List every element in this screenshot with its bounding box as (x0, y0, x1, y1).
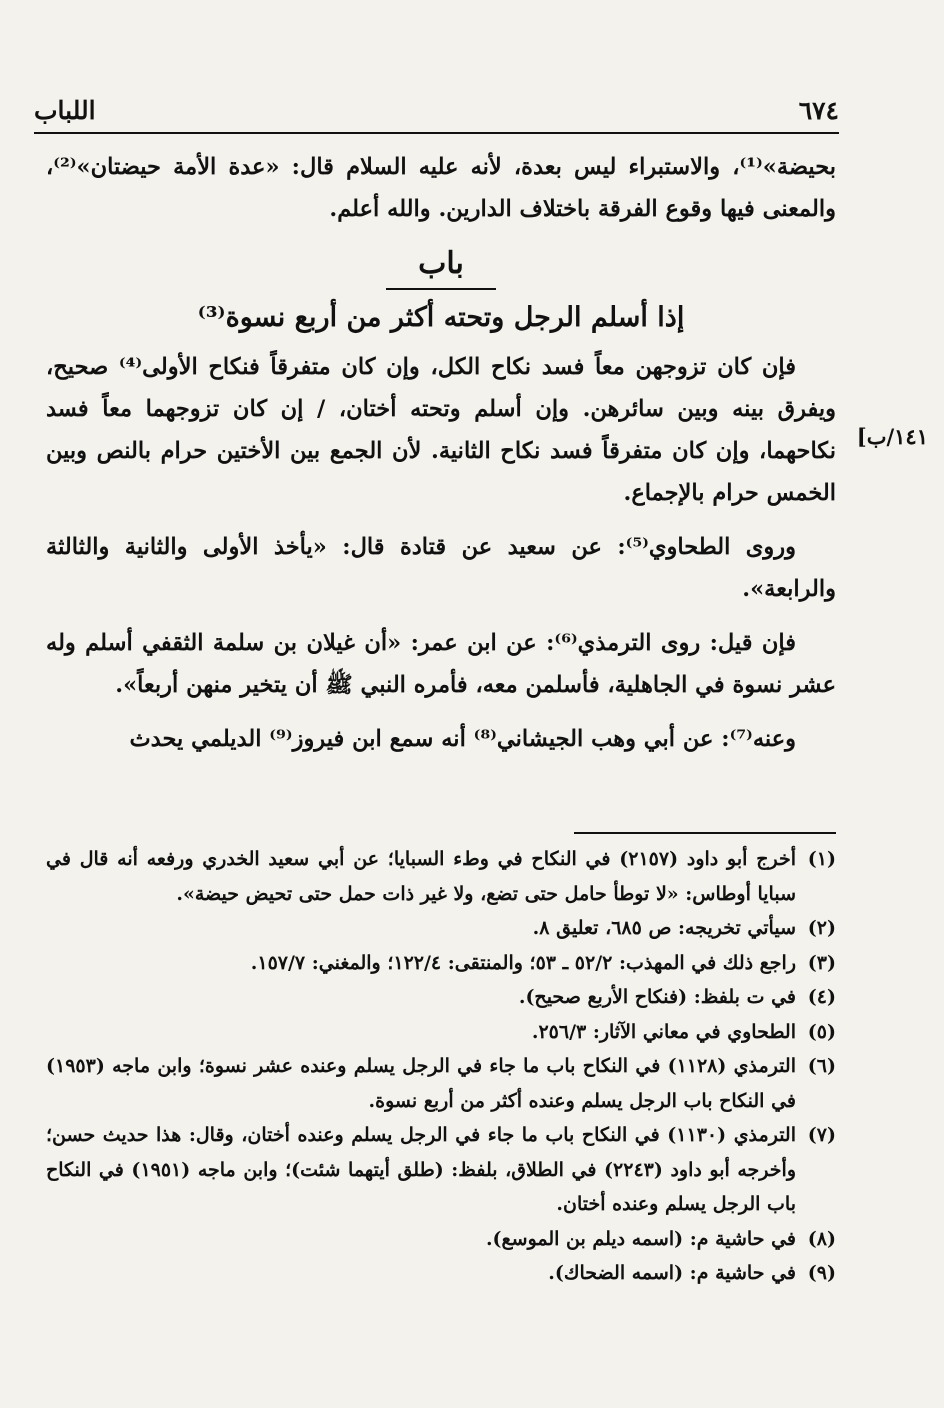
footnote-separator (574, 832, 836, 834)
footnote-number: (٥) (807, 1020, 836, 1043)
footnote-item (46, 1222, 836, 1257)
chapter-title: إذا أسلم الرجل وتحته أكثر من أربع نسوة⁽³⁾ (197, 302, 685, 333)
footnote-item (46, 911, 836, 946)
footnote-item (46, 1118, 836, 1222)
footnote-number: (٦) (807, 1055, 836, 1077)
footnote-item (46, 842, 836, 911)
paragraph-5: وعنه⁽⁷⁾: عن أبي وهب الجيشاني⁽⁸⁾ أنه سمع ابن فيروز⁽⁹⁾ الديلمي يحدث (129, 726, 796, 752)
footnote-text: الترمذي (١١٣٠) في النكاح باب ما جاء في الرجل يسلم وعنده أختان، وقال: هذا حديث حسن؛ وأخرجه أبو داود (٢٢٤٣) في الطلاق، بلفظ: (طلق أيتهما شئت)؛ وابن ماجه (١٩٥١) في النكاح باب الرجل يسلم وعنده أختان. (46, 1124, 796, 1215)
footnote-item (46, 946, 836, 981)
footnote-text: الطحاوي في معاني الآثار: ٢٥٦/٣. (531, 1020, 796, 1043)
footnote-number: (٧) (807, 1124, 836, 1146)
footnote-item (46, 1256, 836, 1291)
section-heading: باب (418, 246, 464, 281)
page-number: ٦٧٤ (798, 96, 839, 125)
paragraph-3: وروى الطحاوي⁽⁵⁾: عن سعيد عن قتادة قال: «يأخذ الأولى والثانية والثالثة والرابعة». (46, 534, 836, 602)
footnote-text: راجع ذلك في المهذب: ٥٢/٢ ـ ٥٣؛ والمنتقى: ١٢٢/٤؛ والمغني: ١٥٧/٧. (250, 951, 796, 974)
margin-folio-reference: ١٤١/ب] (856, 424, 928, 449)
footnote-text: أخرج أبو داود (٢١٥٧) في النكاح في وطء السبايا؛ عن أبي سعيد الخدري ورفعه أنه قال في سبايا أوطاس: «لا توطأ حامل حتى تضع، ولا غير ذات حمل حتى تحيض حيضة». (46, 848, 796, 905)
footnote-number: (٢) (807, 917, 836, 939)
footnote-text: سيأتي تخريجه: ص ٦٨٥، تعليق ٨. (532, 917, 796, 939)
footnote-number: (٩) (807, 1262, 836, 1284)
paragraph-4: فإن قيل: روى الترمذي⁽⁶⁾: عن ابن عمر: «أن غيلان بن سلمة الثقفي أسلم وله عشر نسوة في الجاهلية، فأسلمن معه، فأمره النبي ﷺ أن يتخير منهن أربعاً». (46, 630, 836, 698)
footnote-number: (١) (807, 848, 836, 870)
footnote-item (46, 1049, 836, 1118)
footnote-item (46, 980, 836, 1015)
heading-underline (386, 288, 496, 290)
footnotes (46, 842, 836, 1291)
footnote-text: في ت بلفظ: (فنكاح الأربع صحيح). (518, 986, 796, 1008)
main-text (46, 146, 836, 772)
footnote-text: في حاشية م: (اسمه ديلم بن الموسع). (485, 1227, 796, 1250)
footnote-item (46, 1015, 836, 1050)
running-title: اللباب (34, 96, 96, 125)
paragraph-2: فإن كان تزوجهن معاً فسد نكاح الكل، وإن كان متفرقاً فنكاح الأولى⁽⁴⁾ صحيح، ويفرق بينه وبين سائرهن. وإن أسلم وتحته أختان، / إن كان تزوجهما معاً فسد نكاحهما، وإن كان متفرقاً فسد نكاح الثانية. لأن الجمع بين الأختين حرام بالنص وبين الخمس حرام بالإجماع. (46, 354, 836, 506)
footnote-text: الترمذي (١١٢٨) في النكاح باب ما جاء في الرجل يسلم وعنده عشر نسوة؛ وابن ماجه (١٩٥٣) في النكاح باب الرجل يسلم وعنده أكثر من أربع نسوة. (46, 1055, 796, 1112)
footnote-number: (٣) (807, 951, 836, 974)
page-header (34, 92, 839, 134)
footnote-text: في حاشية م: (اسمه الضحاك). (548, 1262, 796, 1284)
footnote-number: (٤) (807, 986, 836, 1008)
footnote-number: (٨) (807, 1227, 836, 1250)
paragraph-1: بحيضة»⁽¹⁾، والاستبراء ليس بعدة، لأنه عليه السلام قال: «عدة الأمة حيضتان»⁽²⁾، والمعنى فيها وقوع الفرقة باختلاف الدارين. والله أعلم. (46, 154, 836, 222)
